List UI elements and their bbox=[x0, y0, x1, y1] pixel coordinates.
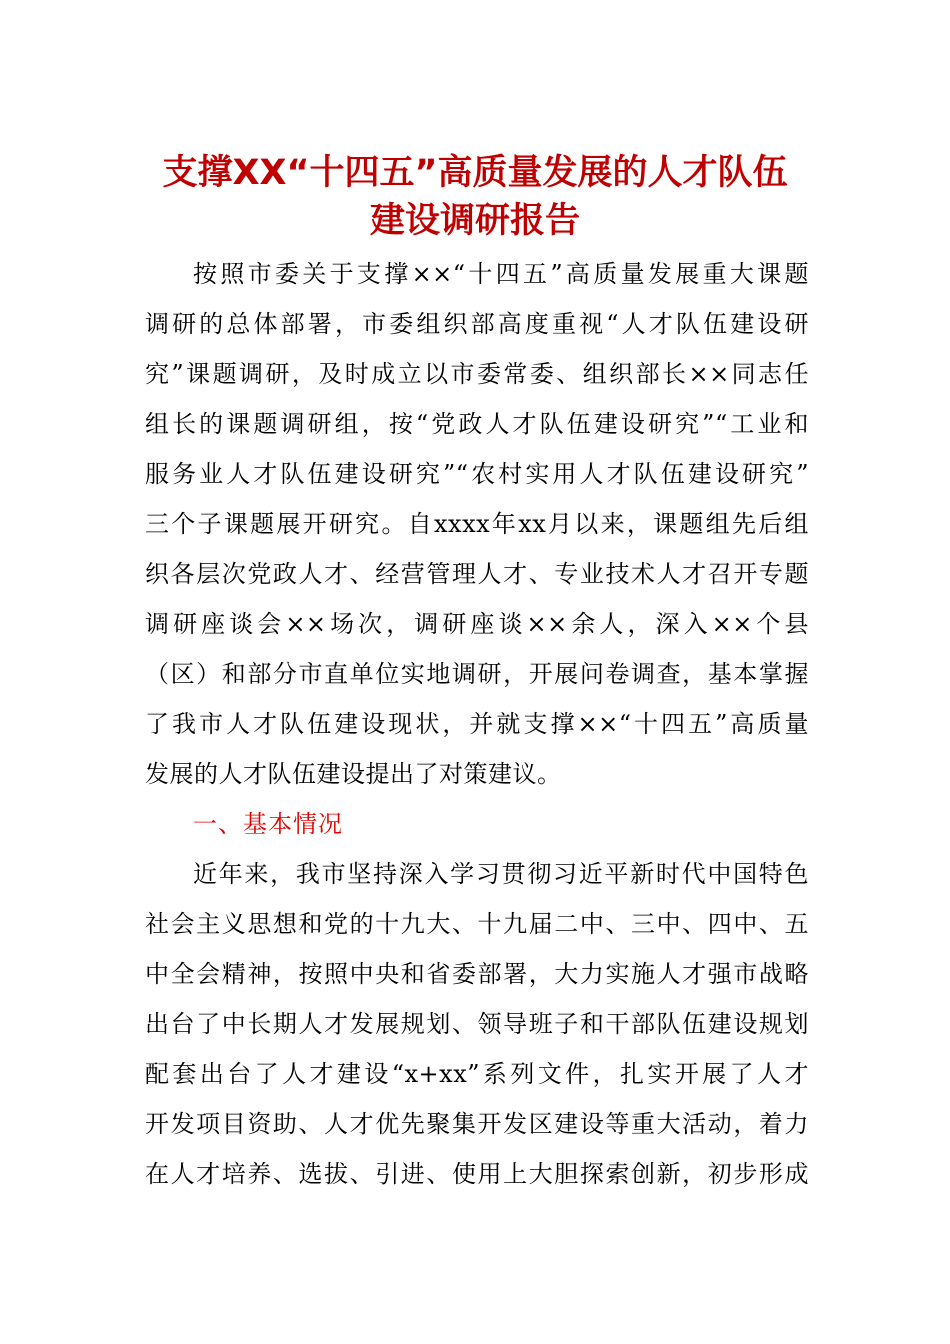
section1-line-1: 近年来，我市坚持深入学习贯彻习近平新时代中国特色 bbox=[193, 860, 809, 888]
intro-line-6: 三个子课题展开研究。自xxxx年xx月以来，课题组先后组 bbox=[145, 510, 809, 538]
intro-line-7: 织各层次党政人才、经营管理人才、专业技术人才召开专题 bbox=[145, 560, 809, 588]
section-heading-basic-situation: 一、基本情况 bbox=[193, 810, 343, 838]
section1-line-3: 中全会精神，按照中央和省委部署，大力实施人才强市战略 bbox=[145, 960, 809, 988]
section1-line-6: 开发项目资助、人才优先聚集开发区建设等重大活动，着力 bbox=[145, 1110, 809, 1138]
document-title-line-1: 支撑XX“十四五”高质量发展的人才队伍 bbox=[162, 153, 788, 193]
section1-line-5: 配套出台了人才建设“x+xx”系列文件，扎实开展了人才 bbox=[145, 1060, 809, 1088]
intro-line-4: 组长的课题调研组，按“党政人才队伍建设研究”“工业和 bbox=[145, 410, 809, 438]
section1-line-2: 社会主义思想和党的十九大、十九届二中、三中、四中、五 bbox=[145, 910, 809, 938]
intro-line-9: （区）和部分市直单位实地调研，开展问卷调查，基本掌握 bbox=[145, 660, 809, 688]
intro-line-3: 究”课题调研，及时成立以市委常委、组织部长××同志任 bbox=[145, 360, 809, 388]
intro-line-8: 调研座谈会××场次，调研座谈××余人，深入××个县 bbox=[145, 610, 809, 638]
section1-line-4: 出台了中长期人才发展规划、领导班子和干部队伍建设规划 bbox=[145, 1010, 809, 1038]
intro-line-10: 了我市人才队伍建设现状，并就支撑××“十四五”高质量 bbox=[145, 710, 809, 738]
intro-line-5: 服务业人才队伍建设研究”“农村实用人才队伍建设研究” bbox=[145, 460, 809, 488]
document-title-line-2: 建设调研报告 bbox=[369, 201, 580, 241]
intro-line-11: 发展的人才队伍建设提出了对策建议。 bbox=[145, 760, 562, 788]
intro-line-1: 按照市委关于支撑××“十四五”高质量发展重大课题 bbox=[193, 260, 809, 288]
section1-line-7: 在人才培养、选拔、引进、使用上大胆探索创新，初步形成 bbox=[145, 1160, 809, 1188]
intro-line-2: 调研的总体部署，市委组织部高度重视“人才队伍建设研 bbox=[145, 310, 809, 338]
